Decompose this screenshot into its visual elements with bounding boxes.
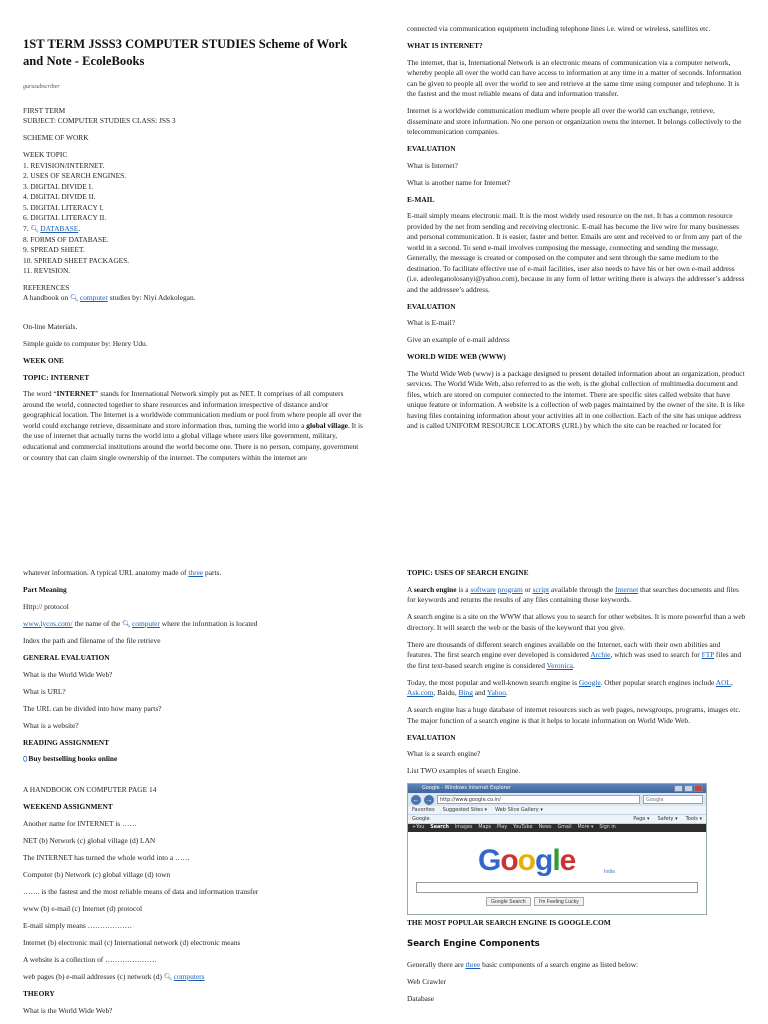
assignment-options: web pages (b) e-mail addresses (c) network (d) 🔍︎computers: [23, 971, 205, 981]
list-item: 4. DIGITAL DIVIDE II.: [23, 192, 96, 202]
three-link[interactable]: three: [465, 959, 481, 969]
assignment-question: E-mail simply means ………………: [23, 920, 133, 930]
search-icon: 🔍︎: [163, 972, 173, 981]
veronica-link[interactable]: Veronica: [546, 660, 573, 670]
column-top-right: [407, 24, 747, 522]
ftp-link[interactable]: FTP: [701, 650, 715, 660]
close-icon: [694, 785, 703, 792]
general-evaluation-heading: GENERAL EVALUATION: [23, 653, 110, 662]
week-one-heading: WEEK ONE: [23, 356, 64, 366]
google-search-box: [416, 882, 698, 893]
lycos-link[interactable]: www.lycos.com/: [23, 618, 73, 628]
list-item: 7. 🔍︎DATABASE.: [23, 223, 81, 233]
evaluation-question: Give an example of e-mail address: [407, 335, 510, 345]
software-link[interactable]: software: [470, 584, 496, 594]
minimize-icon: [674, 785, 683, 792]
topic-search-engine-heading: TOPIC: USES OF SEARCH ENGINE: [407, 568, 529, 577]
evaluation-question: List TWO examples of search Engine.: [407, 766, 521, 776]
component-item: Web Crawler: [407, 976, 447, 986]
index-row: Index the path and filename of the file retrieve: [23, 635, 161, 645]
search-icon: 🔍︎: [122, 619, 131, 628]
search-engine-components-heading: Search Engine Components: [407, 938, 540, 949]
browser-url-field: http://www.google.co.in/: [437, 795, 640, 804]
scheme-label: SCHEME OF WORK: [23, 133, 89, 143]
search-engine-history: There are thousands of different search engines available on the Internet, each with their own abilities and features. The first search engine ever developed is considered Archie, which was used to search for FTP files and the first text-based search engine is considered Veronica.: [407, 639, 742, 670]
tag-icon: ⬯: [23, 755, 28, 764]
aol-link[interactable]: AOL: [715, 677, 731, 687]
evaluation-heading: EVALUATION: [407, 144, 456, 154]
database-link[interactable]: DATABASE: [40, 223, 79, 233]
popular-engines-paragraph: Today, the most popular and well-known search engine is Google. Other popular search engines include AOL, Ask.com, Baidu, Bing and Yahoo.: [407, 677, 733, 698]
list-item: 11. REVISION.: [23, 266, 71, 276]
archie-link[interactable]: Archie: [590, 650, 611, 660]
evaluation-question: What is a website?: [23, 720, 79, 730]
assignment-options: www (b) e-mail (c) Internet (d) protocol: [23, 903, 143, 913]
google-logo: Google: [478, 844, 576, 878]
evaluation-heading: EVALUATION: [407, 732, 456, 742]
topic-internet-heading: TOPIC: INTERNET: [23, 372, 90, 382]
computer-link[interactable]: computer: [79, 293, 108, 303]
theory-question: What is the World Wide Web?: [23, 1005, 113, 1015]
reading-assignment-heading: READING ASSIGNMENT: [23, 737, 110, 747]
list-item: 5. DIGITAL LITERACY I.: [23, 202, 104, 212]
google-browser-screenshot: [407, 783, 707, 915]
google-buttons: [486, 897, 584, 906]
assignment-question: The INTERNET has turned the whole world into a ……: [23, 852, 190, 862]
browser-search-field: Google: [643, 795, 703, 804]
assignment-options: Internet (b) electronic mail (c) International network (d) electronic means: [23, 937, 241, 947]
google-home-content: [408, 832, 706, 915]
google-nav-bar: +You Search Images Maps Play YouTube News Gmail More ▾ Sign in: [408, 824, 706, 832]
browser-title-bar: Google - Windows Internet Explorer: [408, 784, 706, 793]
continued-paragraph: connected via communication equipment including telephone lines i.e. wired or wireless, satellites etc.: [407, 24, 711, 33]
search-icon: 🔍︎: [70, 294, 79, 303]
column-bottom-left: [23, 568, 363, 1024]
maximize-icon: [684, 785, 693, 792]
internet-definition: The internet, that is, International Network is an electronic means of communication via a computer network, whereby people all over the world can have access to information at any time in a matter of seconds. Information can be given to people all over the world to see and retrieve at the same time using computer and telephone. It is the fastest and the most reliable means of data and information transfer.: [407, 57, 742, 99]
list-item: 6. DIGITAL LITERACY II.: [23, 213, 107, 223]
www-heading: WORLD WIDE WEB (WWW): [407, 352, 506, 362]
assignment-options: Computer (b) Network (c) global village (d) town: [23, 869, 171, 879]
author-name[interactable]: gurusubscriber: [23, 84, 60, 91]
back-arrow-icon: ←: [412, 795, 420, 804]
forward-arrow-icon: →: [425, 795, 433, 804]
list-item: 3. DIGITAL DIVIDE I.: [23, 181, 93, 191]
weekend-assignment-heading: WEEKEND ASSIGNMENT: [23, 802, 113, 812]
internet-paragraph: The word “INTERNET” stands for International Network simply put as NET. It comprises of all computers around the world, connected together to share resources and information irrespective of distance and/or geographical location. The Internet is a worldwide communication medium or pool from where people all over the world could exchange retrieve, disseminate and store information thus, turning the world into a global village. It is the use of internet that actually turns the world into a global village where users like government, military, educational and commercial institutions around the world become one. There is no person, company, government or country that can claim single ownership of the internet. The computers within the internet are: [23, 389, 363, 462]
internet-medium-paragraph: Internet is a worldwide communication medium where people all over the world can exchange, retrieve, disseminate and store information. No one person or organization owns the internet. It belongs collectively to the telecommunication companies.: [407, 106, 742, 137]
google-region-label: India: [604, 869, 615, 876]
program-link[interactable]: program: [497, 584, 523, 594]
assignment-question: ……. is the fastest and the most reliable means of data and information transfer: [23, 886, 259, 896]
computers-link[interactable]: computers: [173, 971, 205, 981]
evaluation-heading: EVALUATION: [407, 301, 456, 311]
component-item: Database: [407, 993, 435, 1003]
evaluation-question: What is E-mail?: [407, 318, 456, 328]
search-icon: 🔍︎: [30, 224, 40, 233]
components-intro: Generally there are three basic components of a search engine as listed below:: [407, 959, 639, 969]
ask-link[interactable]: Ask.com: [407, 688, 434, 698]
three-link[interactable]: three: [188, 568, 204, 577]
assignment-question: A website is a collection of …………………: [23, 954, 157, 964]
internet-link[interactable]: Internet: [615, 584, 639, 594]
column-bottom-right: [407, 568, 747, 1024]
computer-link[interactable]: computer: [131, 618, 160, 628]
page-title: 1ST TERM JSSS3 COMPUTER STUDIES Scheme of Work and Note - EcoleBooks: [23, 37, 348, 68]
tab-bar: Google Page ▾ Safety ▾ Tools ▾: [408, 815, 706, 824]
google-search-button: Google Search: [486, 897, 531, 906]
feeling-lucky-button: I'm Feeling Lucky: [534, 897, 584, 906]
evaluation-question: What is Internet?: [407, 160, 458, 170]
handbook-reference: A HANDBOOK ON COMPUTER PAGE 14: [23, 785, 157, 795]
assignment-question: Another name for INTERNET is ……: [23, 818, 137, 828]
email-heading: E-MAIL: [407, 194, 435, 204]
url-anatomy-paragraph: whatever information. A typical URL anatomy made of three parts.: [23, 568, 222, 577]
buy-books-link[interactable]: ⬯Buy bestselling books online: [23, 754, 118, 764]
column-top-left: [23, 36, 363, 522]
www-paragraph: The World Wide Web (www) is a package designed to present detailed information about an organization, product services. The World Wide Web, also referred to as the web, is the global collection of multimedia document and files, which are stored on computer connected to the internet. There are specific sites called website that have unique feature or information. A website is a collection of web pages maintained by the owner of the site. It is like having files containing information about your activities all in one collection. Each of the site has unique address and is called UNIFORM RESOURCE LOCATORS (URL) by which the site can be reached or located for: [407, 368, 745, 431]
evaluation-question: The URL can be divided into how many parts?: [23, 703, 162, 713]
list-item: 2. USES OF SEARCH ENGINES.: [23, 171, 127, 181]
part-meaning-heading: Part Meaning: [23, 585, 67, 595]
list-item: 8. FORMS OF DATABASE.: [23, 234, 109, 244]
reference-2: Simple guide to computer by: Henry Udu.: [23, 339, 148, 349]
evaluation-question: What is a search engine?: [407, 749, 481, 759]
favorites-bar: Favorites Suggested Sites ▾ Web Slice Gallery ▾: [408, 806, 706, 815]
online-materials: On-line Materials.: [23, 322, 78, 332]
topic-list: [23, 150, 363, 277]
browser-address-bar: [408, 793, 706, 806]
reference-1: A handbook on 🔍︎computer studies by: Niyi Adekolegan.: [23, 293, 196, 303]
theory-heading: THEORY: [23, 989, 55, 999]
evaluation-question: What is the World Wide Web?: [23, 669, 113, 679]
assignment-options: NET (b) Network (c) global village (d) LAN: [23, 835, 156, 845]
search-engine-database-paragraph: A search engine has a huge database of internet resources such as web pages, newsgroups, programs, images etc. The major function of a search engine is that it helps to locate information on World Wide Web.: [407, 705, 741, 725]
search-engine-definition: A search engine is a software program or script available through the Internet that searches documents and files for keywords and returns the results of any files containing those keywords.: [407, 584, 739, 605]
script-link[interactable]: script: [532, 584, 550, 594]
email-paragraph: E-mail simply means electronic mail. It is the most widely used resource on the net. It has a common resource provided by the net from sending and receiving electronic. E-mail has become the live wire for many businesses and personal communication. It is easier, faster and better. Emails are sent and received to or from any part of the world in a second. To send e-mail involves composing the message, connecting and sending the message. Generally, the message is created or composed on the computer and sent through the same medium to the destination. To facilitate effective use of e-mail facilities, user also needs to have his or her own e-mail address (i.e. adeoleganolosanyi@yahoo.com), because in any form of letter writing there is always the addresser’s address and the addressee’s address.: [407, 211, 745, 294]
evaluation-question: What is another name for Internet?: [407, 177, 511, 187]
http-row: Http:// protocol: [23, 601, 69, 611]
window-controls: [674, 785, 703, 792]
topic-list-header: WEEK TOPIC: [23, 150, 68, 160]
bing-link[interactable]: Bing: [458, 688, 473, 698]
list-item: 10. SPREAD SHEET PACKAGES.: [23, 255, 130, 265]
evaluation-question: What is URL?: [23, 686, 66, 696]
subject-label: SUBJECT: COMPUTER STUDIES CLASS: JSS 3: [23, 116, 176, 126]
references-label: REFERENCES: [23, 282, 70, 292]
url-row: www.lycos.com/ the name of the 🔍︎computer where the information is located: [23, 618, 258, 628]
what-is-internet-heading: WHAT IS INTERNET?: [407, 41, 483, 51]
first-term-label: FIRST TERM: [23, 105, 66, 115]
yahoo-link[interactable]: Yahoo: [487, 688, 506, 698]
image-caption: THE MOST POPULAR SEARCH ENGINE IS GOOGLE.COM: [407, 918, 611, 928]
google-link[interactable]: Google: [578, 677, 601, 687]
search-engine-paragraph: A search engine is a site on the WWW that allows you to search for other websites. It is more powerful than a web directory. It will search the web or the basis of the keyword that you give.: [407, 612, 746, 632]
list-item: 9. SPREAD SHEET.: [23, 245, 85, 255]
list-item: 1. REVISION/INTERNET.: [23, 160, 105, 170]
